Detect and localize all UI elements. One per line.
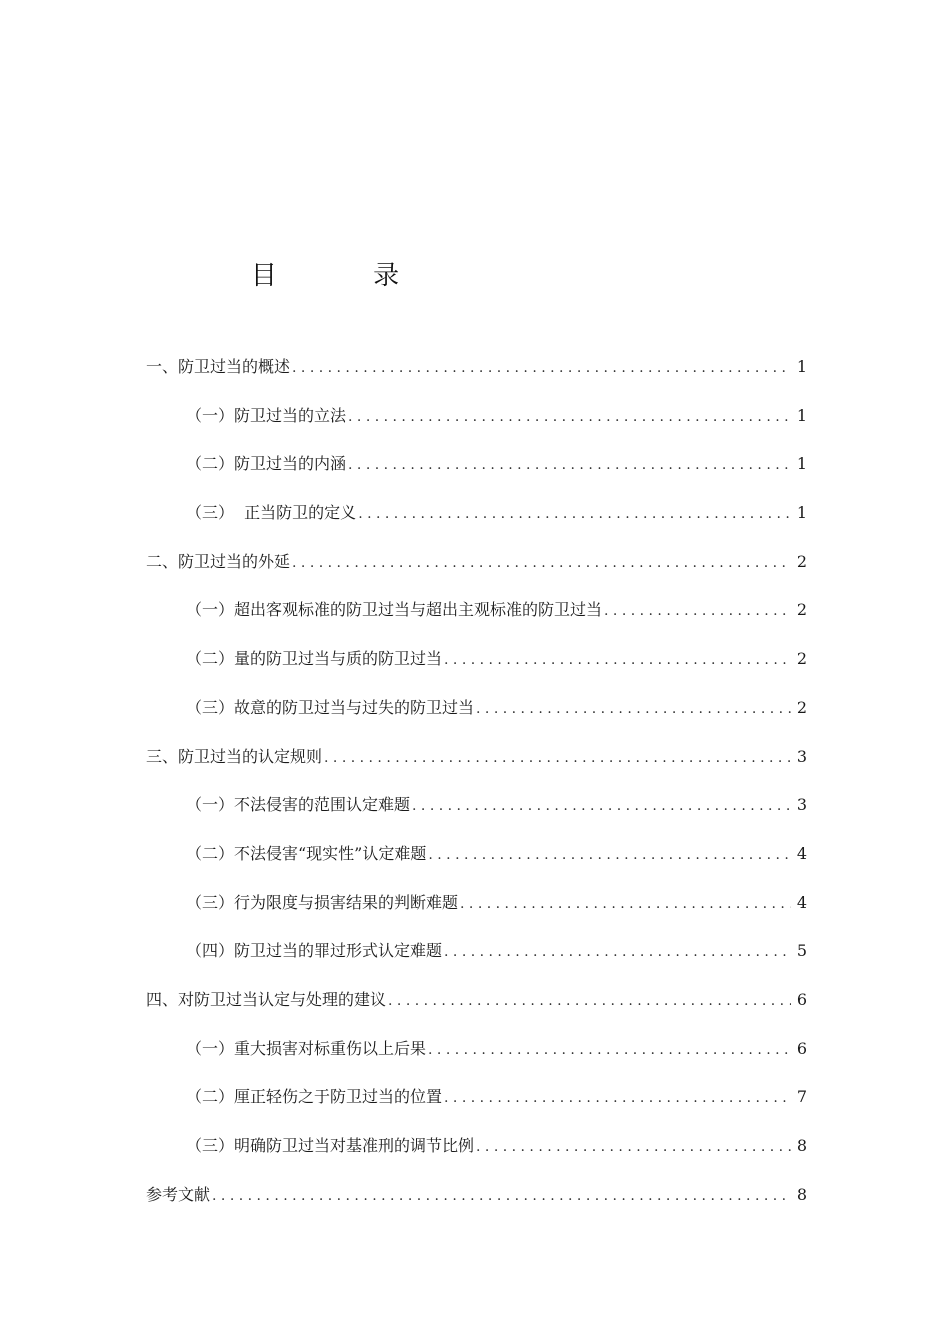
toc-entry[interactable] (146, 742, 807, 791)
toc-page-number: 3 (796, 746, 807, 766)
toc-page-number: 2 (796, 551, 807, 571)
toc-entry-label: （三） 正当防卫的定义 (186, 503, 357, 523)
toc-entry-label: （三）行为限度与损害结果的判断难题 (186, 892, 459, 912)
toc-page-number: 6 (796, 1038, 807, 1058)
toc-entry-label: 三、防卫过当的认定规则 (146, 746, 323, 766)
toc-entry-label: （一）不法侵害的范围认定难题 (186, 795, 411, 815)
toc-entry[interactable] (146, 985, 807, 1034)
toc-dot-leader (476, 694, 791, 724)
toc-page-number: 5 (796, 941, 807, 961)
toc-page-number: 8 (796, 1184, 807, 1204)
toc-entry[interactable] (146, 839, 807, 888)
toc-page-number: 1 (796, 405, 807, 425)
toc-entry-label: （二）防卫过当的内涵 (186, 454, 347, 474)
toc-dot-leader (292, 353, 791, 383)
toc-entry[interactable] (146, 498, 807, 547)
toc-entry-label: （一）重大损害对标重伤以上后果 (186, 1038, 427, 1058)
toc-page-number: 1 (796, 454, 807, 474)
toc-entry[interactable] (146, 1180, 807, 1229)
toc-page-number: 1 (796, 503, 807, 523)
toc-entry[interactable] (146, 644, 807, 693)
toc-page-number: 7 (796, 1087, 807, 1107)
toc-dot-leader (388, 986, 791, 1016)
toc-entry-label: （二）厘正轻伤之于防卫过当的位置 (186, 1087, 443, 1107)
toc-entry-label: 四、对防卫过当认定与处理的建议 (146, 989, 387, 1009)
toc-entry-label: （二）量的防卫过当与质的防卫过当 (186, 649, 443, 669)
toc-entry[interactable] (146, 449, 807, 498)
page-title: 目 录 (250, 261, 444, 291)
toc-entry[interactable] (146, 790, 807, 839)
toc-entry[interactable] (146, 693, 807, 742)
toc-page-number: 2 (796, 649, 807, 669)
toc-page-number: 1 (796, 357, 807, 376)
toc-entry-label: 一、防卫过当的概述 (146, 357, 291, 376)
toc-entry[interactable] (146, 595, 807, 644)
toc-entry-label: 二、防卫过当的外延 (146, 551, 291, 571)
toc-page-number: 3 (796, 795, 807, 815)
toc-dot-leader (460, 889, 791, 919)
toc-dot-leader (348, 450, 791, 480)
toc-dot-leader (412, 791, 791, 821)
toc-page-number: 6 (796, 989, 807, 1009)
table-of-contents (146, 352, 807, 1228)
toc-entry-label: （一）超出客观标准的防卫过当与超出主观标准的防卫过当 (186, 600, 603, 620)
toc-entry-label: （一）防卫过当的立法 (186, 405, 347, 425)
toc-entry[interactable] (146, 1082, 807, 1131)
toc-page-number: 4 (796, 892, 807, 912)
toc-dot-leader (212, 1181, 791, 1211)
toc-dot-leader (348, 402, 791, 432)
toc-page-number: 8 (796, 1136, 807, 1155)
toc-entry-label: 参考文献 (146, 1184, 211, 1204)
toc-dot-leader (292, 548, 791, 578)
toc-entry[interactable] (146, 401, 807, 450)
toc-page-number: 2 (796, 600, 807, 620)
toc-page-number: 4 (796, 843, 807, 863)
toc-entry[interactable] (146, 1131, 807, 1180)
toc-entry[interactable] (146, 888, 807, 937)
toc-dot-leader (428, 840, 790, 870)
toc-entry-label: （四）防卫过当的罪过形式认定难题 (186, 941, 443, 961)
toc-dot-leader (476, 1132, 791, 1162)
toc-dot-leader (444, 645, 791, 675)
toc-entry[interactable] (146, 352, 807, 401)
toc-dot-leader (444, 937, 791, 967)
toc-entry[interactable] (146, 936, 807, 985)
toc-entry-label: （三）故意的防卫过当与过失的防卫过当 (186, 697, 475, 717)
toc-entry-label: （二）不法侵害“现实性”认定难题 (186, 843, 427, 863)
toc-entry[interactable] (146, 1034, 807, 1083)
toc-dot-leader (444, 1083, 791, 1113)
toc-page-number: 2 (796, 697, 807, 717)
toc-dot-leader (324, 743, 791, 773)
toc-dot-leader (604, 596, 791, 626)
toc-entry-label: （三）明确防卫过当对基准刑的调节比例 (186, 1136, 475, 1155)
toc-entry[interactable] (146, 547, 807, 596)
toc-dot-leader (428, 1035, 791, 1065)
toc-dot-leader (358, 499, 791, 529)
